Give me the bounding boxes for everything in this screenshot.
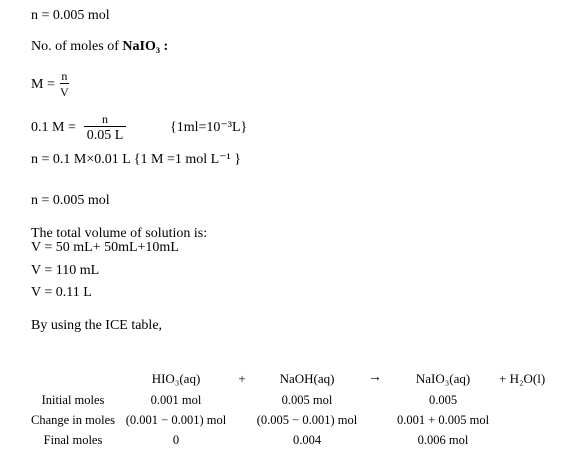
total-volume-label: The total volume of solution is: (31, 226, 208, 241)
initial-naio3: 0.005 (428, 393, 458, 407)
row-label-initial: Initial moles (41, 393, 105, 407)
molarity-numerator: n (61, 69, 68, 83)
unit-conversion: {1ml=10⁻³L} (170, 120, 248, 135)
final-naio3: 0.006 mol (417, 433, 469, 447)
no-moles-heading (31, 40, 168, 54)
volume-sum: V = 50 mL+ 50mL+10mL (31, 240, 179, 255)
ice-intro: By using the ICE table, (31, 318, 163, 333)
reaction-arrow: → (368, 370, 382, 385)
plus-sign-1: + (238, 371, 246, 386)
concentration-denominator: 0.05 L (84, 126, 126, 143)
species-naio3: NaIO₃(aq) (415, 371, 471, 386)
final-hio3: 0 (172, 433, 180, 447)
molarity-prefix: M = (31, 77, 55, 92)
change-naoh: (0.005 − 0.001) mol (256, 413, 358, 427)
n-result-top: n = 0.005 mol (31, 8, 110, 23)
initial-hio3: 0.001 mol (150, 393, 202, 407)
initial-naoh: 0.005 mol (281, 393, 333, 407)
row-label-change: Change in moles (30, 413, 116, 427)
change-hio3: (0.001 − 0.001) mol (125, 413, 227, 427)
species-naoh: NaOH(aq) (279, 371, 335, 386)
naio3-label: NaIO₃ : (122, 39, 169, 54)
molarity-fraction (60, 70, 69, 98)
n-calculation: n = 0.1 M×0.01 L {1 M =1 mol L⁻¹ } (31, 152, 241, 167)
concentration-fraction (84, 113, 126, 143)
species-h2o: + H₂O(l) (499, 371, 546, 386)
volume-l: V = 0.11 L (31, 285, 92, 300)
row-label-final: Final moles (43, 433, 103, 447)
no-moles-label: No. of moles of (31, 39, 123, 54)
concentration-prefix: 0.1 M = (31, 120, 76, 135)
concentration-numerator: n (102, 112, 108, 126)
change-naio3: 0.001 + 0.005 mol (396, 413, 490, 427)
n-result: n = 0.005 mol (31, 193, 110, 208)
species-hio3: HIO₃(aq) (151, 371, 201, 386)
final-naoh: 0.004 (292, 433, 322, 447)
molarity-denominator: V (60, 85, 69, 99)
volume-ml: V = 110 mL (31, 263, 100, 278)
